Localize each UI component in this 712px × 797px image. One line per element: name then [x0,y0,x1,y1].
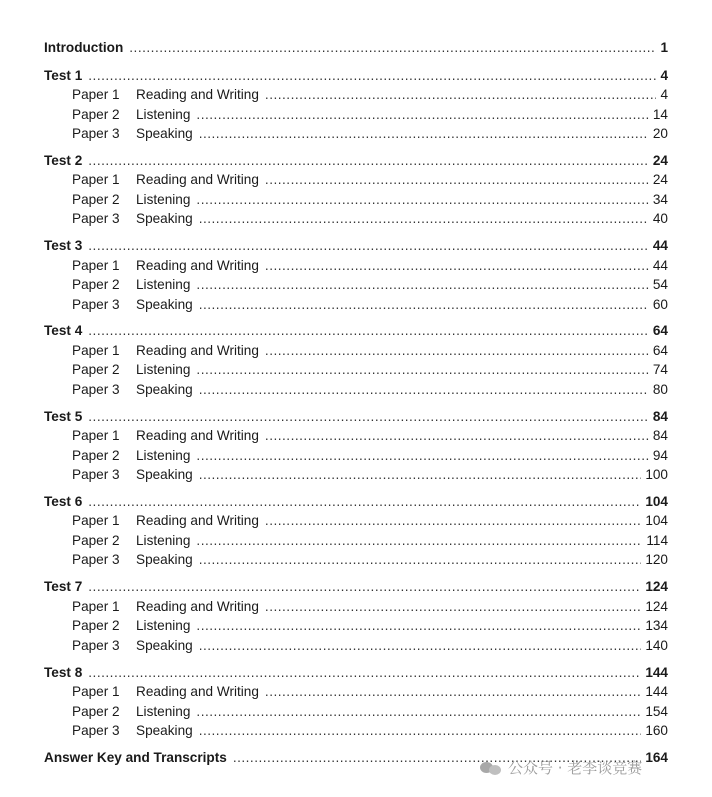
dot-leader [88,407,649,427]
dot-leader [88,577,641,597]
dot-leader [265,341,649,361]
toc-entry-title: Answer Key and Transcripts [44,749,227,765]
toc-entry-title: Test 2 [44,152,83,168]
dot-leader [265,682,641,702]
toc-entry-test[interactable] [44,663,668,683]
toc-page-number: 104 [645,513,668,529]
paper-name: Listening [136,106,191,122]
paper-number: Paper 2 [72,532,120,548]
paper-number: Paper 2 [72,362,120,378]
toc-entry-paper[interactable] [44,531,668,551]
toc-page-number: 100 [645,467,668,483]
toc-page-number: 104 [645,493,668,509]
paper-number: Paper 1 [72,428,120,444]
toc-page-number: 20 [652,126,668,141]
paper-name: Listening [136,362,191,378]
dot-leader [265,511,641,531]
toc-test-group [44,577,668,655]
toc-entry-paper[interactable] [44,105,668,125]
toc-page-number: 154 [645,703,668,719]
toc-entry-test[interactable] [44,577,668,597]
paper-name: Speaking [136,211,193,227]
dot-leader [265,85,656,105]
toc-introduction-group [44,38,668,58]
toc-entry-paper[interactable] [44,426,668,446]
toc-entry-title: Test 4 [44,323,83,339]
toc-entry-paper[interactable] [44,616,668,636]
toc-page-number: 160 [645,723,668,739]
toc-page-number: 84 [652,408,668,424]
toc-entry-introduction[interactable] [44,38,668,58]
dot-leader [196,190,648,210]
toc-page-number: 40 [652,211,668,227]
paper-number: Paper 2 [72,277,120,293]
toc-entry-test[interactable] [44,321,668,341]
dot-leader [199,124,649,144]
toc-page-number: 84 [652,428,668,444]
toc-entry-paper[interactable] [44,511,668,531]
toc-page-number: 4 [660,67,668,83]
toc-entry-paper[interactable] [44,209,668,229]
paper-name: Reading and Writing [136,684,259,700]
dot-leader [196,105,648,125]
paper-number: Paper 2 [72,106,120,122]
paper-name: Speaking [136,637,193,653]
dot-leader [199,636,642,656]
paper-name: Speaking [136,552,193,568]
dot-leader [88,492,641,512]
paper-name: Speaking [136,723,193,739]
toc-entry-paper[interactable] [44,124,668,144]
dot-leader [199,721,642,741]
toc-entry-paper[interactable] [44,190,668,210]
toc-entry-paper[interactable] [44,256,668,276]
toc-entry-paper[interactable] [44,275,668,295]
paper-name: Listening [136,447,191,463]
toc-entry-test[interactable] [44,407,668,427]
paper-name: Reading and Writing [136,257,259,273]
paper-number: Paper 3 [72,211,120,227]
toc-test-group [44,66,668,144]
paper-name: Reading and Writing [136,172,259,188]
toc-entry-title: Test 8 [44,664,83,680]
paper-number: Paper 3 [72,381,120,397]
toc-tests [44,66,668,741]
dot-leader [88,236,649,256]
toc-entry-paper[interactable] [44,85,668,105]
paper-number: Paper 1 [72,257,120,273]
toc-page-number: 24 [652,172,668,188]
toc-page-number: 24 [652,152,668,168]
paper-number: Paper 2 [72,618,120,634]
dot-leader [265,597,641,617]
toc-page-number: 144 [645,664,668,680]
paper-number: Paper 1 [72,513,120,529]
paper-name: Speaking [136,126,193,141]
toc-page-number: 14 [652,106,668,122]
toc-page-number: 34 [652,191,668,207]
paper-name: Listening [136,532,191,548]
paper-name: Reading and Writing [136,598,259,614]
toc-entry-title: Test 5 [44,408,83,424]
dot-leader [265,256,649,276]
paper-name: Reading and Writing [136,428,259,444]
paper-number: Paper 3 [72,637,120,653]
dot-leader [199,209,649,229]
toc-entry-paper[interactable] [44,341,668,361]
dot-leader [196,702,641,722]
toc-page-number: 80 [652,381,668,397]
toc-test-group [44,492,668,570]
toc-entry-title: Test 1 [44,67,83,83]
dot-leader [88,663,641,683]
paper-number: Paper 1 [72,342,120,358]
toc-page-number: 124 [645,579,668,595]
dot-leader [196,616,641,636]
toc-page-number: 120 [645,552,668,568]
paper-number: Paper 2 [72,191,120,207]
dot-leader [129,38,656,58]
paper-name: Speaking [136,467,193,483]
toc-page-number: 144 [645,684,668,700]
paper-name: Reading and Writing [136,87,259,102]
toc-entry-paper[interactable] [44,465,668,485]
paper-number: Paper 1 [72,598,120,614]
table-of-contents [44,38,668,767]
toc-entry-paper[interactable] [44,446,668,466]
paper-name: Reading and Writing [136,513,259,529]
toc-entry-paper[interactable] [44,682,668,702]
toc-test-group [44,236,668,314]
toc-page-number: 124 [645,598,668,614]
paper-name: Listening [136,191,191,207]
paper-number: Paper 1 [72,87,120,102]
toc-test-group [44,321,668,399]
toc-entry-paper[interactable] [44,170,668,190]
paper-name: Listening [136,703,191,719]
watermark [480,757,642,778]
dot-leader [199,295,649,315]
paper-name: Speaking [136,296,193,312]
wechat-icon [480,760,502,776]
watermark-text: 公众号 · 老李谈竞赛 [508,759,643,777]
toc-page-number: 60 [652,296,668,312]
toc-test-group [44,663,668,741]
toc-entry-paper[interactable] [44,636,668,656]
toc-entry-paper[interactable] [44,597,668,617]
paper-number: Paper 3 [72,467,120,483]
toc-entry-title: Test 3 [44,238,83,254]
toc-entry-test[interactable] [44,492,668,512]
dot-leader [265,170,649,190]
paper-name: Reading and Writing [136,342,259,358]
toc-entry-paper[interactable] [44,295,668,315]
paper-number: Paper 3 [72,126,120,141]
toc-page-number: 140 [645,637,668,653]
toc-test-group [44,151,668,229]
toc-page-number: 74 [652,362,668,378]
toc-test-group [44,407,668,485]
toc-entry-test[interactable] [44,66,668,86]
toc-page-number: 44 [652,257,668,273]
toc-entry-title: Introduction [44,40,124,55]
paper-number: Paper 3 [72,296,120,312]
dot-leader [196,275,648,295]
dot-leader [196,446,648,466]
dot-leader [88,321,649,341]
toc-page-number: 64 [652,323,668,339]
toc-entry-paper[interactable] [44,380,668,400]
toc-page-number: 64 [652,342,668,358]
paper-number: Paper 2 [72,703,120,719]
dot-leader [88,66,656,86]
paper-name: Speaking [136,381,193,397]
paper-number: Paper 1 [72,684,120,700]
toc-entry-paper[interactable] [44,721,668,741]
toc-page-number: 114 [646,532,668,548]
toc-entry-paper[interactable] [44,550,668,570]
paper-number: Paper 2 [72,447,120,463]
toc-page-number: 4 [660,87,668,102]
dot-leader [199,550,642,570]
toc-page-number: 164 [645,749,668,765]
dot-leader [199,465,642,485]
dot-leader [196,531,642,551]
toc-entry-title: Test 7 [44,579,83,595]
paper-name: Listening [136,618,191,634]
dot-leader [88,151,649,171]
toc-entry-title: Test 6 [44,493,83,509]
dot-leader [196,360,648,380]
paper-number: Paper 3 [72,552,120,568]
dot-leader [199,380,649,400]
dot-leader [265,426,649,446]
paper-name: Listening [136,277,191,293]
toc-entry-test[interactable] [44,236,668,256]
toc-page-number: 94 [652,447,668,463]
toc-entry-paper[interactable] [44,702,668,722]
paper-number: Paper 1 [72,172,120,188]
toc-page-number: 1 [660,40,668,55]
toc-entry-paper[interactable] [44,360,668,380]
paper-number: Paper 3 [72,723,120,739]
toc-page-number: 134 [645,618,668,634]
toc-page-number: 44 [652,238,668,254]
toc-page-number: 54 [652,277,668,293]
toc-entry-test[interactable] [44,151,668,171]
